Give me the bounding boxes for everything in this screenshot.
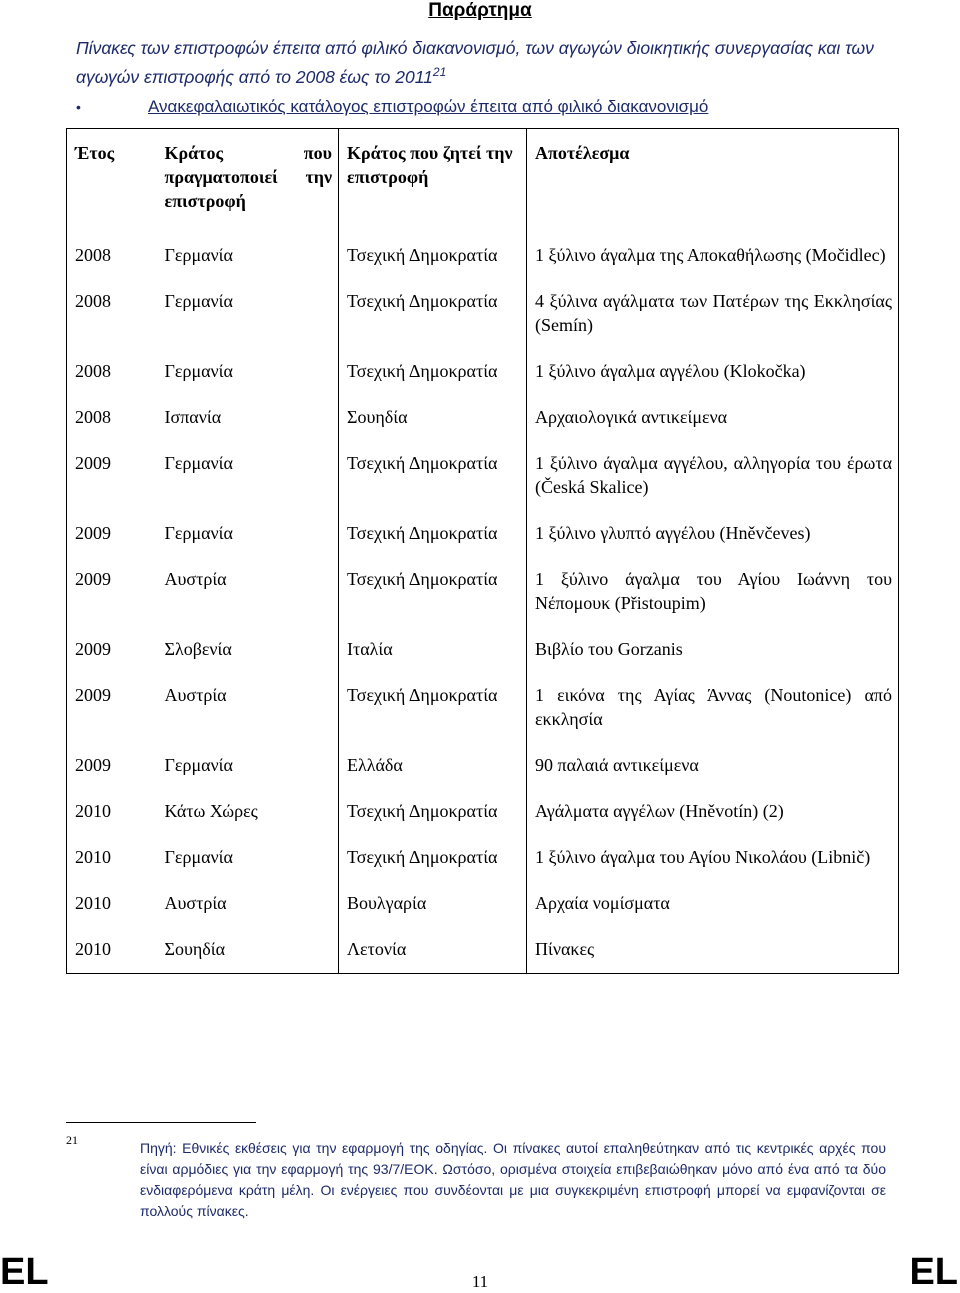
cell-requesting-state: Τσεχική Δημοκρατία [339, 349, 527, 395]
cell-returning-state: Γερμανία [157, 279, 339, 349]
cell-year: 2009 [67, 557, 157, 627]
cell-year: 2010 [67, 835, 157, 881]
cell-requesting-state: Βουλγαρία [339, 881, 527, 927]
appendix-title: Παράρτημα [428, 0, 532, 21]
cell-result: 1 ξύλινο άγαλμα της Αποκαθήλωσης (Močidlec) [527, 233, 899, 279]
footnote-number: 21 [66, 1133, 78, 1147]
cell-returning-state: Αυστρία [157, 557, 339, 627]
table-header [67, 129, 899, 234]
cell-year: 2008 [67, 233, 157, 279]
cell-result: Αρχαία νομίσματα [527, 881, 899, 927]
footnote-text: Πηγή: Εθνικές εκθέσεις για την εφαρμογή της οδηγίας. Οι πίνακες αυτοί επαληθεύτηκαν από τις κεντρικές αρχές που είναι αρμόδιες για την εφαρμογή της 93/7/ΕΟΚ. Ωστόσο, ορισμένα στοιχεία επιβεβαιώθηκαν μόνο από ένα από τα δύο ενδιαφερόμενα κράτη μέλη. Οι ενέργειες που συνδέονται με μια συγκεκριμένη επιστροφή μπορεί να εμφανίζονται σε πολλούς πίνακες. [140, 1140, 886, 1219]
cell-requesting-state: Τσεχική Δημοκρατία [339, 279, 527, 349]
header-result: Αποτέλεσμα [527, 129, 899, 234]
cell-returning-state: Αυστρία [157, 881, 339, 927]
language-marker-right: EL [909, 1251, 958, 1293]
heading-text: Πίνακες των επιστροφών έπειτα από φιλικό διακανονισμό, των αγωγών διοικητικής συνεργασίας και των αγωγών επιστροφής από το 2008 έως το 2011 [76, 38, 874, 87]
cell-returning-state: Γερμανία [157, 441, 339, 511]
cell-requesting-state: Τσεχική Δημοκρατία [339, 441, 527, 511]
cell-returning-state: Γερμανία [157, 349, 339, 395]
table-row [67, 835, 899, 881]
section-heading [76, 36, 896, 89]
language-marker-left: EL [0, 1251, 49, 1293]
cell-returning-state: Γερμανία [157, 835, 339, 881]
table-row [67, 441, 899, 511]
footnote-reference[interactable]: 21 [432, 65, 447, 79]
table-row [67, 673, 899, 743]
table-row [67, 557, 899, 627]
cell-year: 2008 [67, 349, 157, 395]
header-requesting-state: Κράτος που ζητεί την επιστροφή [339, 129, 527, 234]
cell-year: 2009 [67, 441, 157, 511]
cell-result: 1 εικόνα της Αγίας Άννας (Noutonice) από εκκλησία [527, 673, 899, 743]
bullet-text: Ανακεφαλαιωτικός κατάλογος επιστροφών έπειτα από φιλικό διακανονισμό [148, 97, 709, 116]
cell-returning-state: Αυστρία [157, 673, 339, 743]
header-row [67, 129, 899, 234]
cell-year: 2010 [67, 789, 157, 835]
cell-year: 2009 [67, 511, 157, 557]
cell-requesting-state: Τσεχική Δημοκρατία [339, 557, 527, 627]
table-row [67, 233, 899, 279]
cell-result: 1 ξύλινο άγαλμα αγγέλου, αλληγορία του έρωτα (Česká Skalice) [527, 441, 899, 511]
header-returning-state: Κράτος που πραγματοποιεί την επιστροφή [157, 129, 339, 234]
cell-result: 1 ξύλινο άγαλμα αγγέλου (Klokočka) [527, 349, 899, 395]
cell-returning-state: Γερμανία [157, 743, 339, 789]
table-row [67, 927, 899, 974]
cell-result: 1 ξύλινο άγαλμα του Αγίου Νικολάου (Libnič) [527, 835, 899, 881]
cell-returning-state: Γερμανία [157, 511, 339, 557]
table-row [67, 789, 899, 835]
cell-returning-state: Ισπανία [157, 395, 339, 441]
bullet-item [76, 95, 896, 119]
cell-requesting-state: Σουηδία [339, 395, 527, 441]
cell-returning-state: Γερμανία [157, 233, 339, 279]
cell-year: 2010 [67, 881, 157, 927]
cell-returning-state: Σλοβενία [157, 627, 339, 673]
cell-year: 2009 [67, 673, 157, 743]
header-year: Έτος [67, 129, 157, 234]
cell-requesting-state: Ιταλία [339, 627, 527, 673]
cell-year: 2009 [67, 743, 157, 789]
table-row [67, 511, 899, 557]
cell-requesting-state: Λετονία [339, 927, 527, 974]
cell-result: 1 ξύλινο άγαλμα του Αγίου Ιωάννη του Νέπομουκ (Přistoupim) [527, 557, 899, 627]
table-body [67, 233, 899, 974]
cell-result: Αγάλματα αγγέλων (Hněvotín) (2) [527, 789, 899, 835]
cell-result: 90 παλαιά αντικείμενα [527, 743, 899, 789]
returns-table [66, 128, 899, 974]
table-row [67, 395, 899, 441]
page-number: 11 [471, 1272, 489, 1291]
cell-returning-state: Σουηδία [157, 927, 339, 974]
cell-result: Βιβλίο του Gorzanis [527, 627, 899, 673]
cell-requesting-state: Τσεχική Δημοκρατία [339, 511, 527, 557]
table-row [67, 743, 899, 789]
table-row [67, 881, 899, 927]
cell-requesting-state: Τσεχική Δημοκρατία [339, 673, 527, 743]
cell-requesting-state: Τσεχική Δημοκρατία [339, 835, 527, 881]
cell-result: 4 ξύλινα αγάλματα των Πατέρων της Εκκλησίας (Semín) [527, 279, 899, 349]
cell-year: 2010 [67, 927, 157, 974]
bullet-icon: • [76, 99, 81, 115]
cell-result: Αρχαιολογικά αντικείμενα [527, 395, 899, 441]
cell-requesting-state: Τσεχική Δημοκρατία [339, 789, 527, 835]
cell-requesting-state: Ελλάδα [339, 743, 527, 789]
table-row [67, 627, 899, 673]
cell-year: 2008 [67, 395, 157, 441]
cell-returning-state: Κάτω Χώρες [157, 789, 339, 835]
cell-result: 1 ξύλινο γλυπτό αγγέλου (Hněvčeves) [527, 511, 899, 557]
cell-requesting-state: Τσεχική Δημοκρατία [339, 233, 527, 279]
table-row [67, 279, 899, 349]
cell-result: Πίνακες [527, 927, 899, 974]
footnote-separator [66, 1122, 256, 1123]
table-row [67, 349, 899, 395]
cell-year: 2009 [67, 627, 157, 673]
cell-year: 2008 [67, 279, 157, 349]
